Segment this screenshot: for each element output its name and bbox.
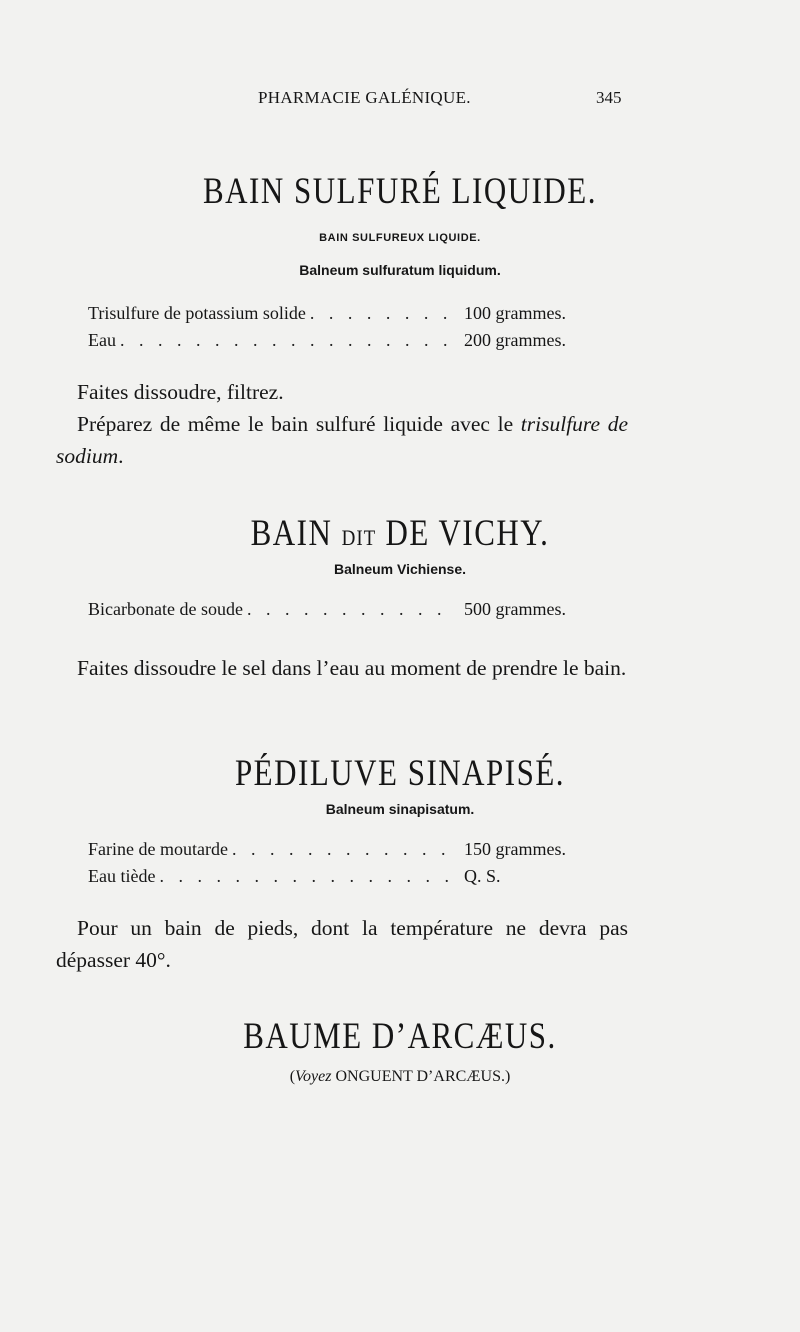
ingredient-row <box>88 303 588 324</box>
ingredient-quantity: 500 grammes. <box>464 599 566 619</box>
section-title-pediluve: PÉDILUVE SINAPISÉ. <box>234 752 566 794</box>
section-alt-name: BAIN SULFUREUX LIQUIDE. <box>319 232 481 244</box>
ingredient-quantity: 150 grammes. <box>464 839 566 859</box>
page-number: 345 <box>596 88 622 107</box>
instruction-italic: trisulfure de sodium <box>56 412 628 468</box>
ref-text: ONGUENT D’ARCÆUS.) <box>331 1068 511 1085</box>
instruction-paragraph <box>56 408 628 472</box>
leader-dots <box>306 303 456 324</box>
ingredient-quantity: 100 grammes. <box>464 303 566 323</box>
ref-open: ( <box>289 1068 296 1085</box>
cross-reference <box>0 1068 800 1086</box>
section-title-bain-sulfure: BAIN SULFURÉ LIQUIDE. <box>202 170 597 212</box>
ingredient-row <box>88 599 588 620</box>
running-head: PHARMACIE GALÉNIQUE. <box>258 88 471 107</box>
ingredient-row <box>88 839 588 860</box>
instruction-text: Préparez de même le bain sulfuré liquide avec le <box>77 412 521 436</box>
leader-dots <box>243 599 456 620</box>
ingredient-quantity: Q. S. <box>464 866 501 886</box>
section-title-bain-vichy <box>0 512 800 554</box>
leader-dots <box>155 866 456 887</box>
latin-name: Balneum Vichiense. <box>333 561 466 577</box>
ref-italic: Voyez <box>295 1068 332 1085</box>
latin-name: Balneum sinapisatum. <box>325 801 475 817</box>
instruction-paragraph: Faites dissoudre le sel dans l’eau au moment de prendre le bain. <box>77 656 627 680</box>
ingredient-row <box>88 866 588 887</box>
latin-name: Balneum sulfuratum liquidum. <box>299 262 501 278</box>
ingredient-quantity: 200 grammes. <box>464 330 566 350</box>
ingredient-name: Eau tiède <box>88 866 156 886</box>
ingredient-name: Trisulfure de potassium solide <box>88 303 306 323</box>
title-part: DE VICHY. <box>385 512 550 554</box>
ingredient-row <box>88 330 588 351</box>
title-part: BAIN <box>250 512 333 554</box>
leader-dots <box>228 839 456 860</box>
title-dit: DIT <box>341 526 377 551</box>
instruction-paragraph: Faites dissoudre, filtrez. <box>77 380 284 404</box>
leader-dots <box>116 330 456 351</box>
ingredient-name: Bicarbonate de soude <box>88 599 243 619</box>
section-title-baume: BAUME D’ARCÆUS. <box>243 1015 557 1057</box>
instruction-end: . <box>118 444 124 468</box>
ingredient-name: Eau <box>88 330 116 350</box>
instruction-paragraph: Pour un bain de pieds, dont la température ne devra pas dépasser 40°. <box>56 916 628 972</box>
ingredient-name: Farine de moutarde <box>88 839 228 859</box>
